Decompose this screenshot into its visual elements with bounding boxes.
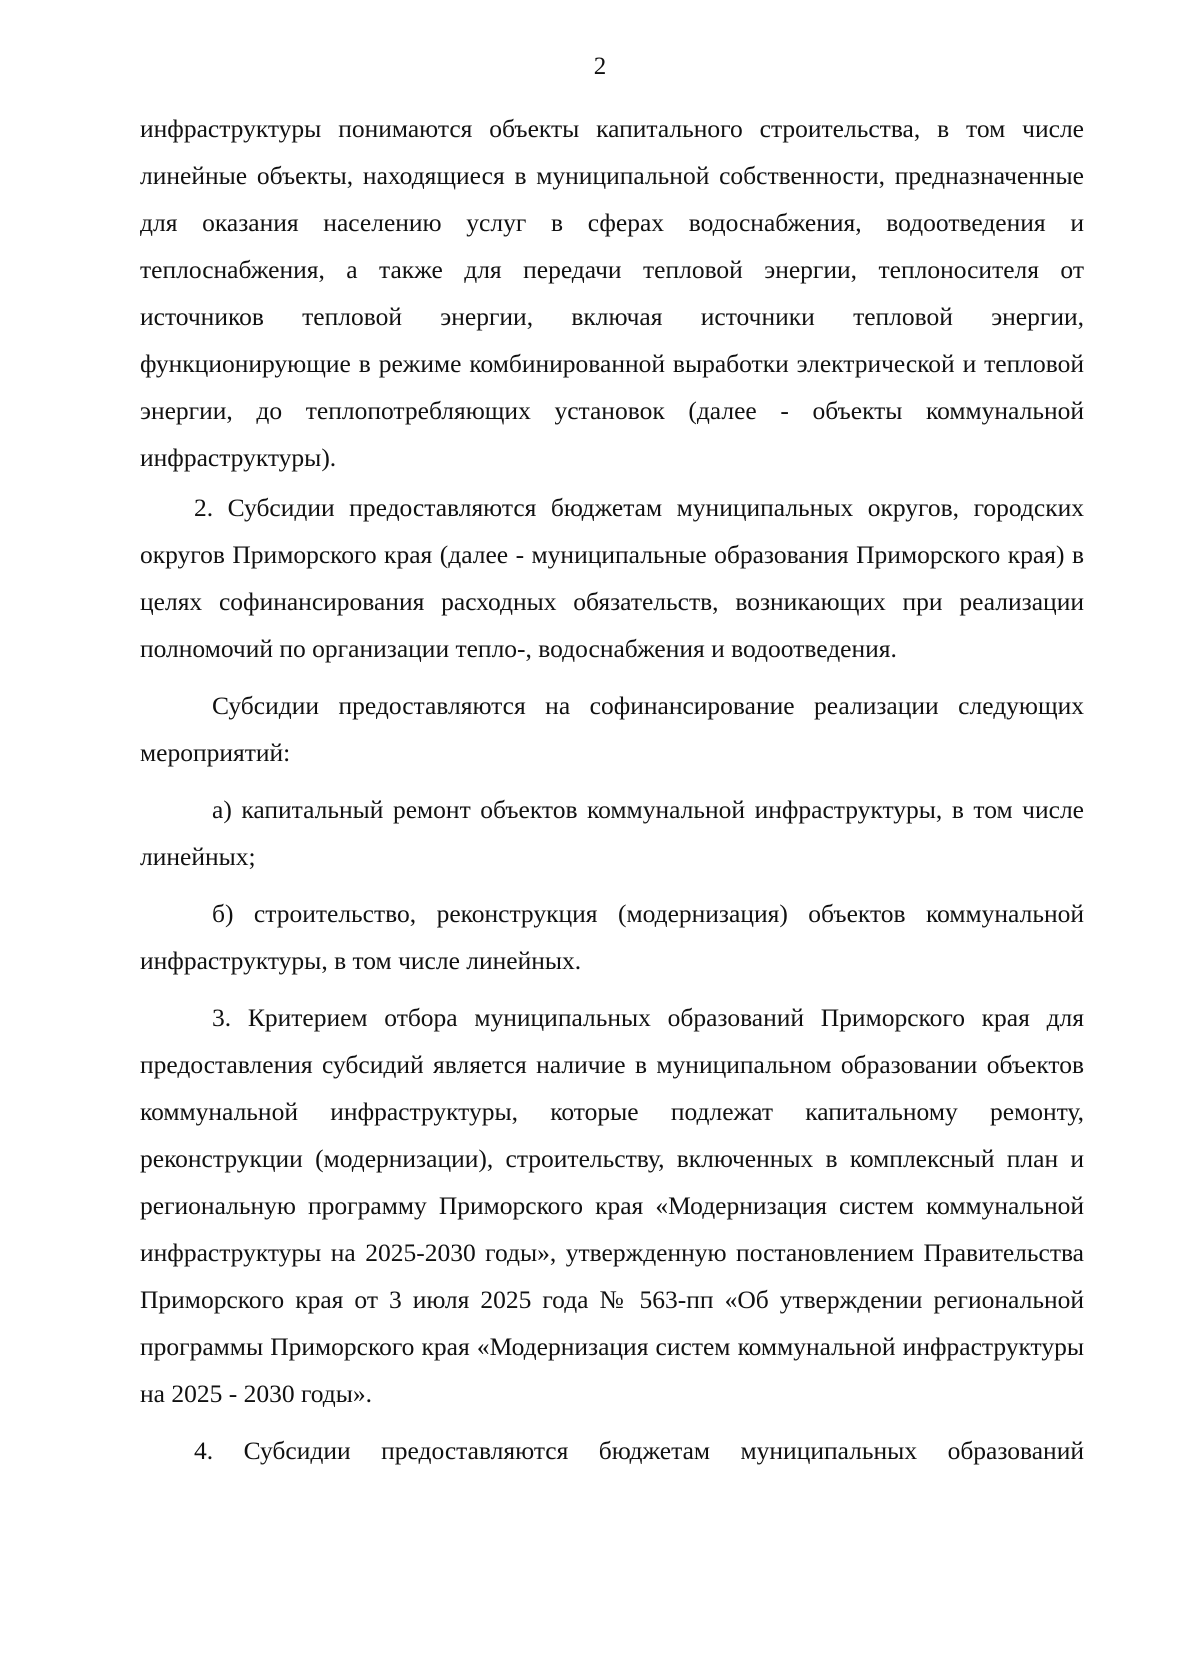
- paragraph-continuation: инфраструктуры понимаются объекты капитального строительства, в том числе линейные объекты, находящиеся в муниципальной собственности, предназначенные для оказания населению услуг в сферах водоснабжения, водоотведения и теплоснабжения, а также для передачи тепловой энергии, теплоносителя от источников тепловой энергии, включая источники тепловой энергии, функционирующие в режиме комбинированной выработки электрической и тепловой энергии, до теплопотребляющих установок (далее - объекты коммунальной инфраструктуры).: [140, 114, 1084, 472]
- paragraph-item-4: 4. Субсидии предоставляются бюджетам муниципальных образований: [194, 1436, 1084, 1465]
- page-number: 2: [593, 53, 607, 80]
- paragraph-activities-intro: Субсидии предоставляются на софинансирование реализации следующих мероприятий:: [140, 691, 1084, 767]
- paragraph-subitem-b: б) строительство, реконструкция (модернизация) объектов коммунальной инфраструктуры, в том числе линейных.: [140, 899, 1084, 975]
- paragraph-subitem-a: а) капитальный ремонт объектов коммунальной инфраструктуры, в том числе линейных;: [140, 795, 1084, 871]
- document-body: [140, 105, 1084, 1474]
- paragraph-item-2: 2. Субсидии предоставляются бюджетам муниципальных округов, городских округов Приморского края (далее - муниципальные образования Приморского края) в целях софинансирования расходных обязательств, возникающих при реализации полномочий по организации тепло-, водоснабжения и водоотведения.: [140, 493, 1084, 663]
- paragraph-item-3: 3. Критерием отбора муниципальных образований Приморского края для предоставления субсидий является наличие в муниципальном образовании объектов коммунальной инфраструктуры, которые подлежат капитальному ремонту, реконструкции (модернизации), строительству, включенных в комплексный план и региональную программу Приморского края «Модернизация систем коммунальной инфраструктуры на 2025-2030 годы», утвержденную постановлением Правительства Приморского края от 3 июля 2025 года № 563-пп «Об утверждении региональной программы Приморского края «Модернизация систем коммунальной инфраструктуры на 2025 - 2030 годы».: [140, 1003, 1084, 1408]
